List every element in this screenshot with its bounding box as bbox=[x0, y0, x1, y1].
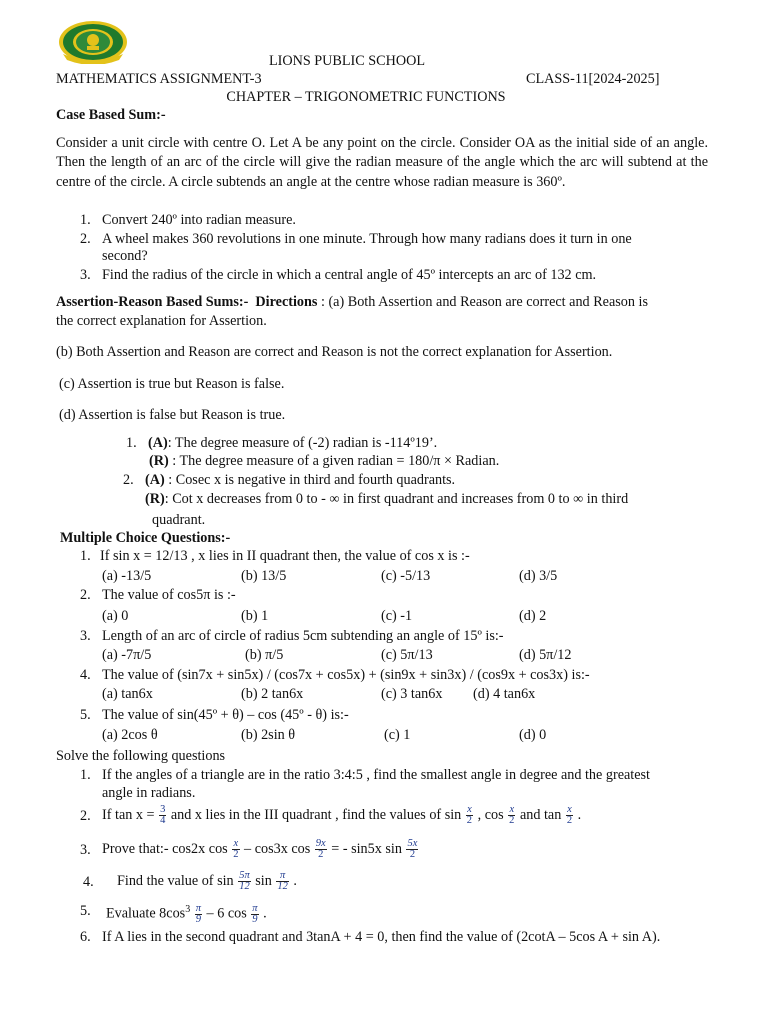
q3-text-b: – cos3x cos bbox=[244, 841, 311, 857]
mcq-question: If sin x = 12/13 , x lies in II quadrant then, the value of cos x is :- bbox=[100, 548, 470, 564]
mcq-option: (a) 2cos θ bbox=[102, 727, 158, 743]
denominator: 2 bbox=[509, 815, 515, 827]
ar-q2-reason-continued: quadrant. bbox=[152, 512, 206, 528]
mcq-option: (a) -7π/5 bbox=[102, 647, 152, 663]
ar-q1-assertion bbox=[148, 434, 437, 452]
class-label: CLASS-11[2024-2025] bbox=[526, 71, 660, 87]
mcq-option: (a) tan6x bbox=[102, 686, 153, 702]
ar-question-number: 1. bbox=[126, 435, 137, 451]
mcq-question: The value of sin(45º + θ) – cos (45º - θ) is:- bbox=[102, 707, 349, 723]
solve-number: 5. bbox=[80, 903, 91, 919]
reason-text: : Cot x decreases from 0 to - ∞ in first quadrant and increases from 0 to ∞ in third bbox=[164, 491, 629, 507]
mcq-option: (b) 2 tan6x bbox=[241, 686, 304, 702]
numerator: 9x bbox=[315, 838, 326, 850]
mcq-number: 2. bbox=[80, 587, 91, 603]
numerator: π bbox=[276, 871, 289, 882]
denominator: 2 bbox=[566, 815, 573, 827]
fraction-x-2 bbox=[232, 839, 239, 860]
q4-text-b: sin bbox=[255, 873, 272, 889]
ar-directions-text-2: the correct explanation for Assertion. bbox=[56, 313, 267, 329]
ar-q1-reason bbox=[149, 452, 499, 470]
denominator: 2 bbox=[466, 815, 473, 827]
ar-question-number: 2. bbox=[123, 472, 134, 488]
q5-text-b: – 6 cos bbox=[206, 905, 247, 922]
numerator: x bbox=[509, 804, 515, 816]
denominator: 9 bbox=[252, 913, 258, 925]
ar-q2-assertion bbox=[145, 471, 455, 489]
solve-question-4 bbox=[117, 866, 297, 896]
reason-label: (R) bbox=[145, 491, 165, 507]
denominator: 12 bbox=[239, 881, 250, 893]
fraction-9x-2 bbox=[315, 839, 327, 860]
mcq-question: The value of (sin7x + sin5x) / (cos7x + cos5x) + (sin9x + sin3x) / (cos9x + cos3x) is:- bbox=[102, 667, 590, 683]
mcq-option: (b) π/5 bbox=[245, 647, 284, 663]
assertion-text: : Cosec x is negative in third and fourth quadrants. bbox=[164, 472, 456, 488]
denominator: 2 bbox=[318, 849, 324, 861]
mcq-number: 3. bbox=[80, 628, 91, 644]
mcq-number: 4. bbox=[80, 667, 91, 683]
numerator: x bbox=[467, 804, 472, 816]
mcq-question: Length of an arc of circle of radius 5cm subtending an angle of 15º is:- bbox=[102, 628, 504, 644]
mcq-option: (b) 13/5 bbox=[241, 568, 287, 584]
mcq-option: (c) 5π/13 bbox=[381, 647, 433, 663]
solve-number: 4. bbox=[83, 874, 94, 890]
solve-question: If A lies in the second quadrant and 3tanA + 4 = 0, then find the value of (2cotA – 5cos A + sin A). bbox=[102, 929, 661, 945]
solve-number: 1. bbox=[80, 767, 91, 783]
case-item-number: 2. bbox=[80, 231, 91, 247]
mcq-option: (d) 4 tan6x bbox=[473, 686, 536, 702]
fraction-5x-2 bbox=[406, 839, 418, 860]
denominator: 2 bbox=[409, 849, 416, 861]
ar-heading: Assertion-Reason Based Sums:- bbox=[56, 294, 249, 310]
denominator: 9 bbox=[195, 913, 201, 925]
mcq-number: 5. bbox=[80, 707, 91, 723]
mcq-option: (a) -13/5 bbox=[102, 568, 152, 584]
case-paragraph: Consider a unit circle with centre O. Let A be any point on the circle. Consider OA as the initial side of an angle. Then the length of an arc of the circle will give the radian measure of the angle which the arc will subtend at the centre of the circle. A circle subtends an angle at the centre whose radian measure is 360º. bbox=[56, 135, 708, 190]
solve-heading: Solve the following questions bbox=[56, 748, 226, 764]
fraction-x-2 bbox=[508, 805, 515, 826]
solve-number: 6. bbox=[80, 929, 91, 945]
denominator: 4 bbox=[160, 815, 166, 827]
case-heading: Case Based Sum:- bbox=[56, 107, 166, 123]
ar-option-d: (d) Assertion is false but Reason is true. bbox=[59, 407, 286, 423]
solve-question-continued: angle in radians. bbox=[102, 785, 196, 801]
mcq-option: (d) 0 bbox=[519, 727, 547, 743]
reason-label: (R) bbox=[149, 453, 169, 469]
case-item: Convert 240º into radian measure. bbox=[102, 212, 296, 228]
reason-text: : The degree measure of a given radian = 180/π × Radian. bbox=[168, 453, 500, 469]
q2-text-e: . bbox=[577, 807, 582, 823]
mcq-option: (d) 2 bbox=[519, 608, 547, 624]
q5-text-a: Evaluate 8cos bbox=[106, 905, 186, 922]
mcq-option: (c) -1 bbox=[381, 608, 413, 624]
q4-text-a: Find the value of sin bbox=[117, 873, 234, 889]
q5-exponent: 3 bbox=[185, 904, 191, 915]
mcq-option: (a) 0 bbox=[102, 608, 129, 624]
case-item-number: 3. bbox=[80, 267, 91, 283]
assertion-label: (A) bbox=[145, 472, 165, 488]
numerator: π bbox=[252, 902, 258, 914]
denominator: 2 bbox=[233, 849, 239, 861]
q2-text-a: If tan x = bbox=[102, 807, 155, 823]
numerator: x bbox=[567, 804, 572, 816]
fraction-pi-9 bbox=[251, 904, 258, 925]
mcq-option: (d) 3/5 bbox=[519, 568, 558, 584]
mcq-number: 1. bbox=[80, 548, 91, 564]
mcq-option: (c) -5/13 bbox=[381, 568, 431, 584]
fraction-pi-9 bbox=[195, 904, 202, 925]
numerator: 3 bbox=[160, 804, 166, 816]
case-item-continued: second? bbox=[102, 248, 148, 264]
fraction-5pi-12 bbox=[238, 871, 251, 892]
mcq-heading: Multiple Choice Questions:- bbox=[60, 530, 231, 546]
mcq-option: (c) 1 bbox=[384, 727, 411, 743]
case-item: A wheel makes 360 revolutions in one minute. Through how many radians does it turn in one bbox=[102, 231, 632, 247]
fraction-3-4 bbox=[159, 805, 166, 826]
mcq-question: The value of cos5π is :- bbox=[102, 587, 236, 603]
solve-question-2 bbox=[102, 800, 581, 830]
q2-text-d: and tan bbox=[519, 807, 562, 823]
solve-question-3 bbox=[102, 834, 419, 864]
assignment-title: MATHEMATICS ASSIGNMENT-3 bbox=[56, 71, 262, 87]
fraction-pi-12 bbox=[276, 871, 289, 892]
numerator: x bbox=[233, 838, 239, 850]
ar-option-b: (b) Both Assertion and Reason are correct and Reason is not the correct explanation for Assertion. bbox=[56, 344, 613, 360]
mcq-option: (b) 2sin θ bbox=[241, 727, 296, 743]
ar-option-c: (c) Assertion is true but Reason is false. bbox=[59, 376, 285, 392]
solve-question: If the angles of a triangle are in the ratio 3:4:5 , find the smallest angle in degree and the greatest bbox=[102, 767, 650, 783]
numerator: π bbox=[195, 902, 201, 914]
solve-number: 2. bbox=[80, 808, 91, 824]
q2-text-b: and x lies in the III quadrant , find the values of sin bbox=[170, 807, 462, 823]
case-item: Find the radius of the circle in which a central angle of 45º intercepts an arc of 132 cm. bbox=[102, 267, 597, 283]
q3-text-c: = - sin5x sin bbox=[331, 841, 402, 857]
denominator: 12 bbox=[277, 881, 288, 893]
solve-number: 3. bbox=[80, 842, 91, 858]
case-item-number: 1. bbox=[80, 212, 91, 228]
school-name: LIONS PUBLIC SCHOOL bbox=[268, 53, 426, 69]
fraction-x-2 bbox=[566, 805, 573, 826]
assertion-text: : The degree measure of (-2) radian is -114º19’. bbox=[167, 435, 438, 451]
q2-text-c: , cos bbox=[477, 807, 504, 823]
mcq-option: (b) 1 bbox=[241, 608, 269, 624]
assertion-label: (A) bbox=[148, 435, 168, 451]
q4-text-c: . bbox=[293, 873, 297, 889]
mcq-option: (c) 3 tan6x bbox=[381, 686, 443, 702]
chapter-title: CHAPTER – TRIGONOMETRIC FUNCTIONS bbox=[226, 89, 506, 105]
numerator: 5π bbox=[239, 870, 250, 882]
mcq-option: (d) 5π/12 bbox=[519, 647, 572, 663]
ar-directions-line bbox=[56, 293, 648, 311]
numerator: 5x bbox=[407, 838, 418, 850]
q5-text-c: . bbox=[263, 905, 267, 922]
solve-question-5 bbox=[106, 895, 267, 929]
ar-directions-text: : (a) Both Assertion and Reason are correct and Reason is bbox=[317, 294, 648, 310]
fraction-x-2 bbox=[466, 805, 473, 826]
q3-text-a: Prove that:- cos2x cos bbox=[102, 841, 228, 857]
ar-directions-label: Directions bbox=[255, 294, 318, 310]
ar-q2-reason bbox=[145, 490, 628, 508]
